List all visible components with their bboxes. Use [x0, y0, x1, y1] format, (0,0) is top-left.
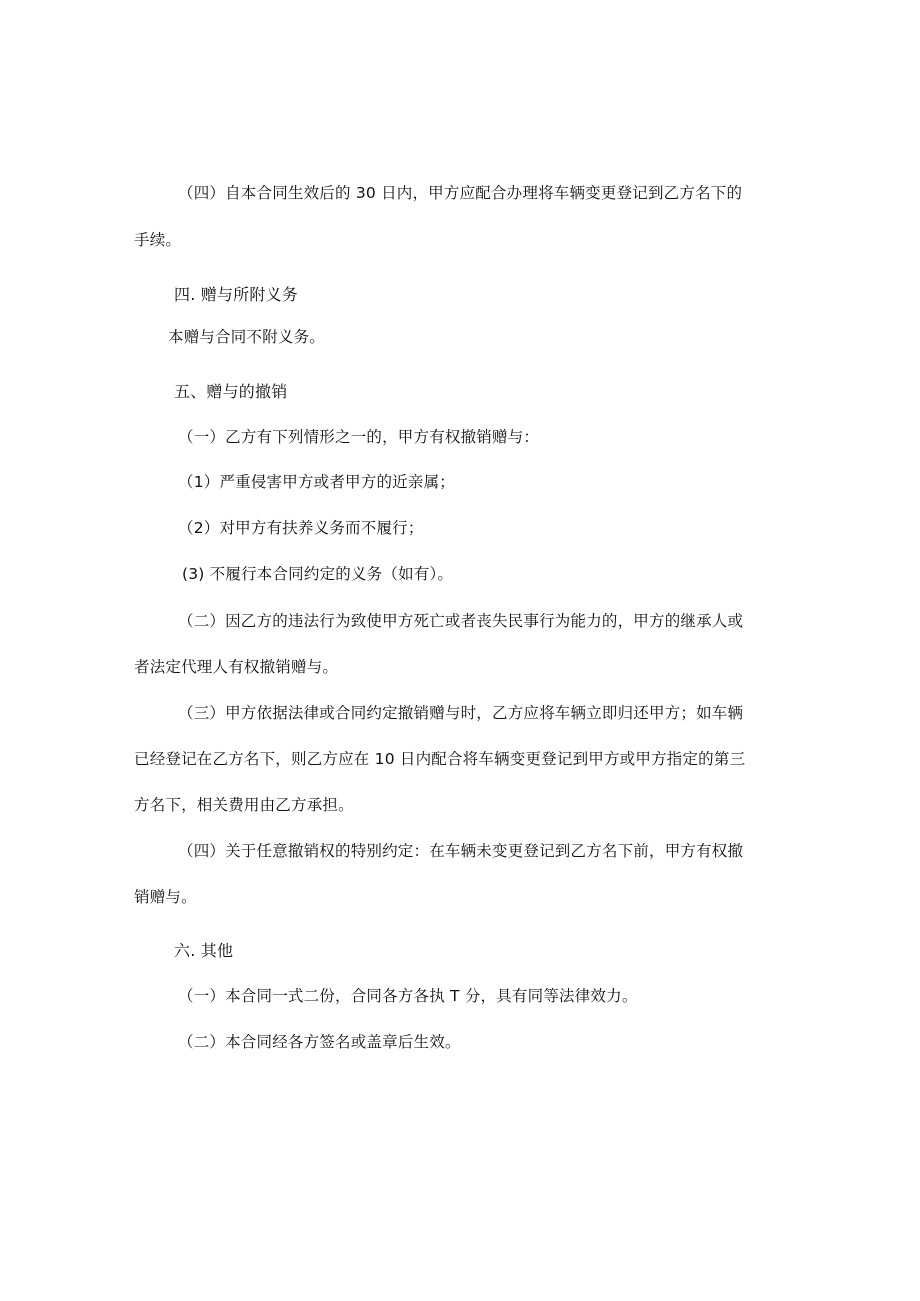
section-4-heading: 四. 赠与所附义务 [174, 285, 298, 304]
section-5-clause-3-line-2: 已经登记在乙方名下，则乙方应在 10 日内配合将车辆变更登记到甲方或甲方指定的第三 [134, 750, 746, 768]
section-5-clause-2-line-1: （二）因乙方的违法行为致使甲方死亡或者丧失民事行为能力的，甲方的继承人或 [178, 612, 744, 630]
section-5-clause-4-line-2: 销赠与。 [134, 888, 197, 906]
section-5-clause-4-line-1: （四）关于任意撤销权的特别约定：在车辆未变更登记到乙方名下前，甲方有权撤 [178, 842, 744, 860]
section-5-clause-1: （一）乙方有下列情形之一的，甲方有权撤销赠与： [178, 428, 540, 446]
section-6-heading: 六. 其他 [174, 941, 234, 960]
clause-3-4-line-2: 手续。 [134, 231, 182, 249]
section-5-clause-3-line-3: 方名下，相关费用由乙方承担。 [134, 796, 354, 814]
section-5-heading: 五、赠与的撤销 [174, 382, 288, 401]
section-5-clause-3-line-1: （三）甲方依据法律或合同约定撤销赠与时，乙方应将车辆立即归还甲方；如车辆 [178, 704, 744, 722]
clause-3-4-line-1: （四）自本合同生效后的 30 日内，甲方应配合办理将车辆变更登记到乙方名下的 [178, 184, 743, 202]
section-5-item-3: (3) 不履行本合同约定的义务（如有）。 [182, 565, 454, 583]
section-6-clause-2: （二）本合同经各方签名或盖章后生效。 [178, 1033, 461, 1051]
section-6-clause-1: （一）本合同一式二份，合同各方各执 T 分，具有同等法律效力。 [178, 987, 638, 1005]
section-5-item-1: （1）严重侵害甲方或者甲方的近亲属； [178, 473, 455, 491]
section-4-body: 本赠与合同不附义务。 [168, 328, 326, 346]
section-5-item-2: （2）对甲方有扶养义务而不履行； [178, 519, 424, 537]
section-5-clause-2-line-2: 者法定代理人有权撤销赠与。 [134, 658, 339, 676]
